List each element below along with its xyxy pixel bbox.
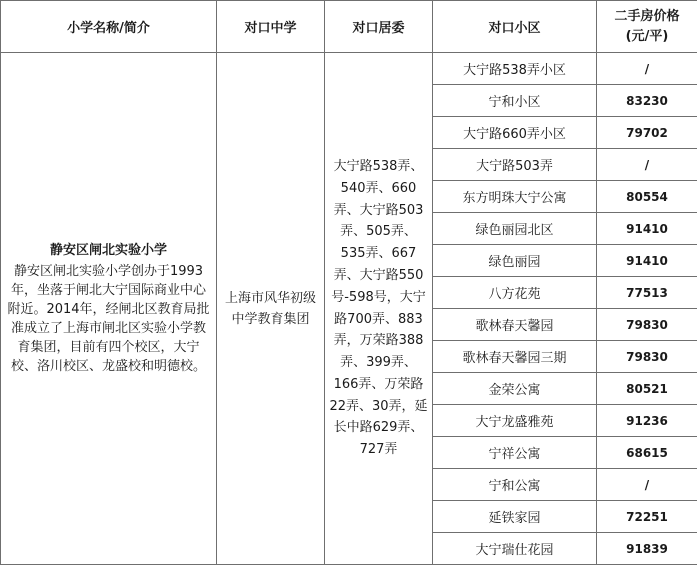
price-cell: 91839: [597, 533, 697, 565]
community-cell: 八方花苑: [433, 277, 597, 309]
header-school: 小学名称/简介: [1, 1, 217, 53]
school-cell: [1, 53, 217, 565]
community-cell: 大宁瑞仕花园: [433, 533, 597, 565]
header-price-line1: 二手房价格: [614, 8, 680, 24]
school-intro: 静安区闸北实验小学创办于1993年，坐落于闸北大宁国际商业中心附近。2014年，经闸北区教育局批准成立了上海市闸北区实验小学教育集团，目前有四个校区，大宁校、洛川校区、龙盛校和明德校。: [7, 264, 210, 374]
header-price-line2: (元/平): [625, 28, 669, 44]
table-row: [1, 53, 697, 85]
price-cell: 80554: [597, 181, 697, 213]
header-community: 对口小区: [433, 1, 597, 53]
price-cell: /: [597, 53, 697, 85]
committee-cell: 大宁路538弄、540弄、660弄、大宁路503弄、505弄、535弄、667弄、大宁路550号-598号，大宁路700弄、883弄，万荣路388弄、399弄、166弄、万荣路22弄、30弄，延长中路629弄、727弄: [325, 53, 433, 565]
community-cell: 宁和小区: [433, 85, 597, 117]
community-cell: 延铁家园: [433, 501, 597, 533]
community-cell: 金荣公寓: [433, 373, 597, 405]
community-cell: 绿色丽园: [433, 245, 597, 277]
community-cell: 宁祥公寓: [433, 437, 597, 469]
header-row: [1, 1, 697, 53]
community-cell: 大宁路538弄小区: [433, 53, 597, 85]
price-cell: 72251: [597, 501, 697, 533]
price-cell: 91410: [597, 213, 697, 245]
header-middle-school: 对口中学: [217, 1, 325, 53]
community-cell: 歌林春天馨园: [433, 309, 597, 341]
middle-school-cell: 上海市风华初级中学教育集团: [217, 53, 325, 565]
price-cell: 79830: [597, 309, 697, 341]
header-price: [597, 1, 697, 53]
price-cell: /: [597, 469, 697, 501]
community-cell: 大宁路503弄: [433, 149, 597, 181]
price-cell: 79830: [597, 341, 697, 373]
community-cell: 绿色丽园北区: [433, 213, 597, 245]
community-cell: 大宁路660弄小区: [433, 117, 597, 149]
community-cell: 东方明珠大宁公寓: [433, 181, 597, 213]
price-cell: 91410: [597, 245, 697, 277]
community-cell: 宁和公寓: [433, 469, 597, 501]
price-cell: /: [597, 149, 697, 181]
community-cell: 歌林春天馨园三期: [433, 341, 597, 373]
price-cell: 79702: [597, 117, 697, 149]
community-cell: 大宁龙盛雅苑: [433, 405, 597, 437]
price-cell: 80521: [597, 373, 697, 405]
price-cell: 68615: [597, 437, 697, 469]
header-committee: 对口居委: [325, 1, 433, 53]
price-cell: 77513: [597, 277, 697, 309]
price-cell: 83230: [597, 85, 697, 117]
price-cell: 91236: [597, 405, 697, 437]
school-name: 静安区闸北实验小学: [49, 243, 167, 258]
